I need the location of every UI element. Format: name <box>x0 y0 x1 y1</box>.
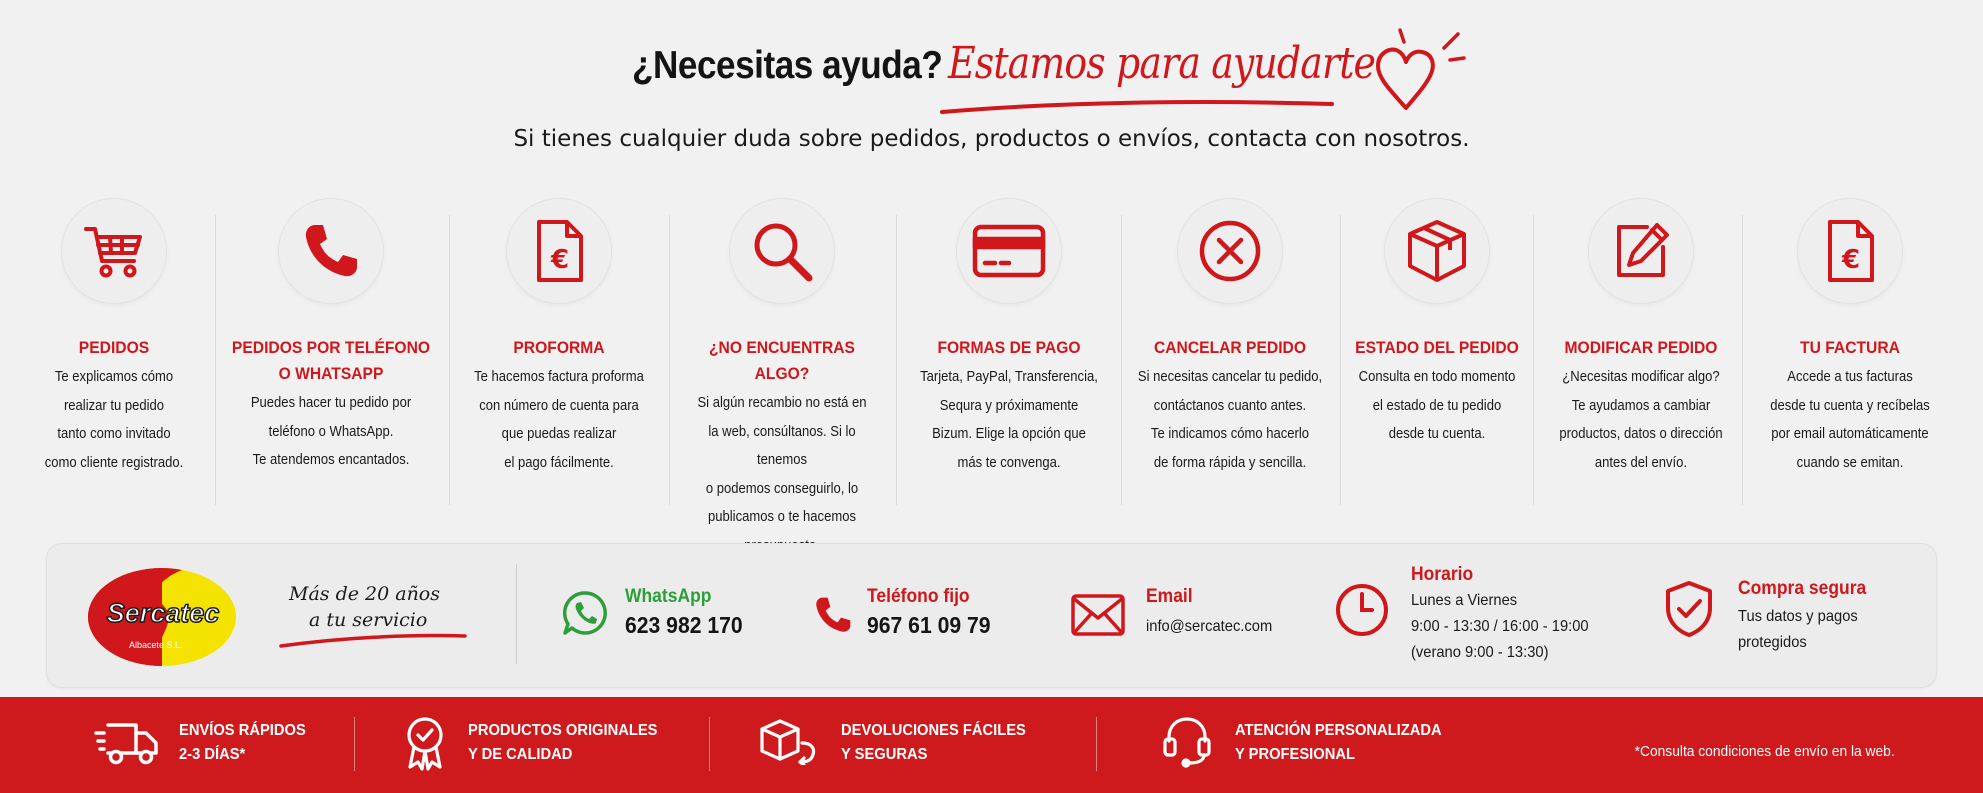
topic-title: PROFORMA <box>513 338 605 357</box>
topic-modificar-pedido[interactable] <box>1538 195 1744 515</box>
topic-title: CANCELAR PEDIDO <box>1153 338 1307 357</box>
divider <box>354 717 355 771</box>
benefit-text: DEVOLUCIONES FÁCILES Y SEGURAS <box>841 722 1026 763</box>
svg-text:Sercatec: Sercatec <box>106 598 220 628</box>
topic-proforma[interactable] <box>457 195 661 515</box>
heart-icon <box>1370 28 1470 118</box>
topic-icon-circle <box>507 199 611 303</box>
hours-info <box>1411 564 1604 666</box>
svg-text:Albacete S.L.: Albacete S.L. <box>129 640 183 650</box>
envelope-icon <box>1071 594 1125 636</box>
footer-benefits <box>0 697 1983 793</box>
secure-purchase <box>1738 578 1877 656</box>
topic-tu-factura[interactable] <box>1750 195 1950 515</box>
slogan <box>279 578 479 653</box>
credit-card-icon <box>971 221 1047 281</box>
topic-icon-circle <box>1178 199 1282 303</box>
truck-icon <box>94 717 160 767</box>
cart-icon <box>82 219 146 283</box>
topic-description: Puedes hacer tu pedido por teléfono o WhatsApp. Te atendemos encantados. <box>250 395 412 468</box>
svg-text:Más de 20 años: Más de 20 años <box>289 583 440 605</box>
whatsapp-icon <box>562 590 608 636</box>
headset-icon <box>1161 713 1213 769</box>
email-label: Email <box>1146 586 1193 607</box>
topic-icon-circle <box>1798 199 1902 303</box>
script-underline <box>940 96 1340 116</box>
topic-title: PEDIDOS POR TELÉFONO O WHATSAPP <box>231 338 431 383</box>
divider <box>449 215 450 505</box>
topic-no-encuentras[interactable] <box>673 195 891 525</box>
divider <box>1121 215 1122 505</box>
benefit-text: ATENCIÓN PERSONALIZADA Y PROFESIONAL <box>1235 722 1442 763</box>
svg-text:€: € <box>550 245 570 275</box>
divider <box>1533 215 1534 505</box>
shield-check-icon <box>1664 580 1714 638</box>
clock-icon <box>1334 582 1390 638</box>
divider <box>1096 717 1097 771</box>
benefit-original-products <box>468 719 674 767</box>
topic-icon-circle <box>730 199 834 303</box>
cancel-icon <box>1197 218 1263 284</box>
topic-description: Te hacemos factura proforma con número de cuenta para que puedas realizar el pago fácilmente. <box>474 369 644 471</box>
divider <box>709 717 710 771</box>
topic-title: FORMAS DE PAGO <box>937 338 1081 357</box>
box-icon <box>1404 218 1470 284</box>
topic-pedidos-telefono[interactable] <box>222 195 440 515</box>
whatsapp-contact[interactable] <box>625 586 753 639</box>
benefit-easy-returns <box>841 719 1042 767</box>
return-box-icon <box>760 717 818 765</box>
search-icon <box>749 218 815 284</box>
topic-icon-circle <box>1385 199 1489 303</box>
divider <box>669 215 670 505</box>
divider <box>215 215 216 505</box>
topic-description: Si necesitas cancelar tu pedido, contáctanos cuanto antes. Te indicamos cómo hacerlo de forma rápida y sencilla. <box>1137 369 1323 471</box>
benefit-text: PRODUCTOS ORIGINALES Y DE CALIDAD <box>468 722 658 763</box>
email-address[interactable]: info@sercatec.com <box>1146 618 1273 635</box>
topic-icon-circle <box>62 199 166 303</box>
contact-bar <box>46 543 1937 688</box>
topic-icon-circle <box>1589 199 1693 303</box>
phone-icon <box>301 221 361 281</box>
svg-text:€: € <box>1841 245 1861 275</box>
quality-badge-icon <box>404 715 446 771</box>
help-topics <box>0 195 1983 525</box>
topic-title: ¿NO ENCUENTRAS ALGO? <box>709 338 855 383</box>
topic-formas-pago[interactable] <box>900 195 1118 515</box>
secure-label: Compra segura <box>1738 578 1867 599</box>
topic-icon-circle <box>957 199 1061 303</box>
help-title: ¿Necesitas ayuda? <box>632 44 943 87</box>
svg-text:a tu servicio: a tu servicio <box>309 609 428 631</box>
topic-cancelar-pedido[interactable] <box>1124 195 1336 515</box>
edit-icon <box>1609 219 1673 283</box>
help-header <box>0 28 1983 152</box>
topic-description: ¿Necesitas modificar algo? Te ayudamos a cambiar productos, datos o dirección antes del envío. <box>1559 369 1723 471</box>
benefit-fast-shipping <box>179 719 317 767</box>
topic-estado-pedido[interactable] <box>1342 195 1532 515</box>
topic-title: TU FACTURA <box>1800 338 1900 357</box>
phone-number[interactable]: 967 61 09 79 <box>867 612 991 638</box>
topic-title: PEDIDOS <box>78 338 150 357</box>
hours-label: Horario <box>1411 564 1474 585</box>
sercatec-logo <box>87 564 237 670</box>
phone-label: Teléfono fijo <box>867 586 970 607</box>
topic-description: Tarjeta, PayPal, Transferencia, Sequra y próximamente Bizum. Elige la opción que más te convenga. <box>920 369 1098 471</box>
secure-text: Tus datos y pagos protegidos <box>1738 608 1858 651</box>
shipping-conditions-note: *Consulta condiciones de envío en la web. <box>1634 743 1895 760</box>
topic-description: Te explicamos cómo realizar tu pedido tanto como invitado como cliente registrado. <box>44 369 184 471</box>
topic-description: Consulta en todo momento el estado de tu pedido desde tu cuenta. <box>1358 369 1516 442</box>
whatsapp-label: WhatsApp <box>625 586 712 607</box>
euro-document-icon <box>1820 218 1880 284</box>
topic-icon-circle <box>279 199 383 303</box>
phone-icon <box>813 592 853 638</box>
topic-pedidos[interactable] <box>14 195 214 515</box>
help-subtitle: Si tienes cualquier duda sobre pedidos, productos o envíos, contacta con nosotros. <box>513 126 1470 152</box>
topic-description: Si algún recambio no está en la web, consúltanos. Si lo tenemos o podemos conseguirlo, lo publicamos o te hacemos <box>697 395 867 525</box>
whatsapp-number[interactable]: 623 982 170 <box>625 612 743 638</box>
euro-document-icon <box>529 218 589 284</box>
divider <box>516 564 517 664</box>
benefit-personal-support <box>1235 719 1460 767</box>
divider <box>1340 215 1341 505</box>
phone-contact[interactable] <box>867 586 1001 639</box>
topic-title: MODIFICAR PEDIDO <box>1564 338 1718 357</box>
hours-text: Lunes a Viernes 9:00 - 13:30 / 16:00 - 19:00 (verano 9:00 - 13:30) <box>1411 592 1589 661</box>
divider <box>1742 215 1743 505</box>
benefit-text: ENVÍOS RÁPIDOS 2-3 DÍAS* <box>179 722 306 763</box>
help-script-title: Estamos para ayudarte <box>948 38 1376 89</box>
topic-description: Accede a tus facturas desde tu cuenta y recíbelas por email automáticamente cuando se emitan. <box>1770 369 1930 471</box>
divider <box>896 215 897 505</box>
email-contact[interactable] <box>1146 586 1283 640</box>
topic-title: ESTADO DEL PEDIDO <box>1355 338 1519 357</box>
